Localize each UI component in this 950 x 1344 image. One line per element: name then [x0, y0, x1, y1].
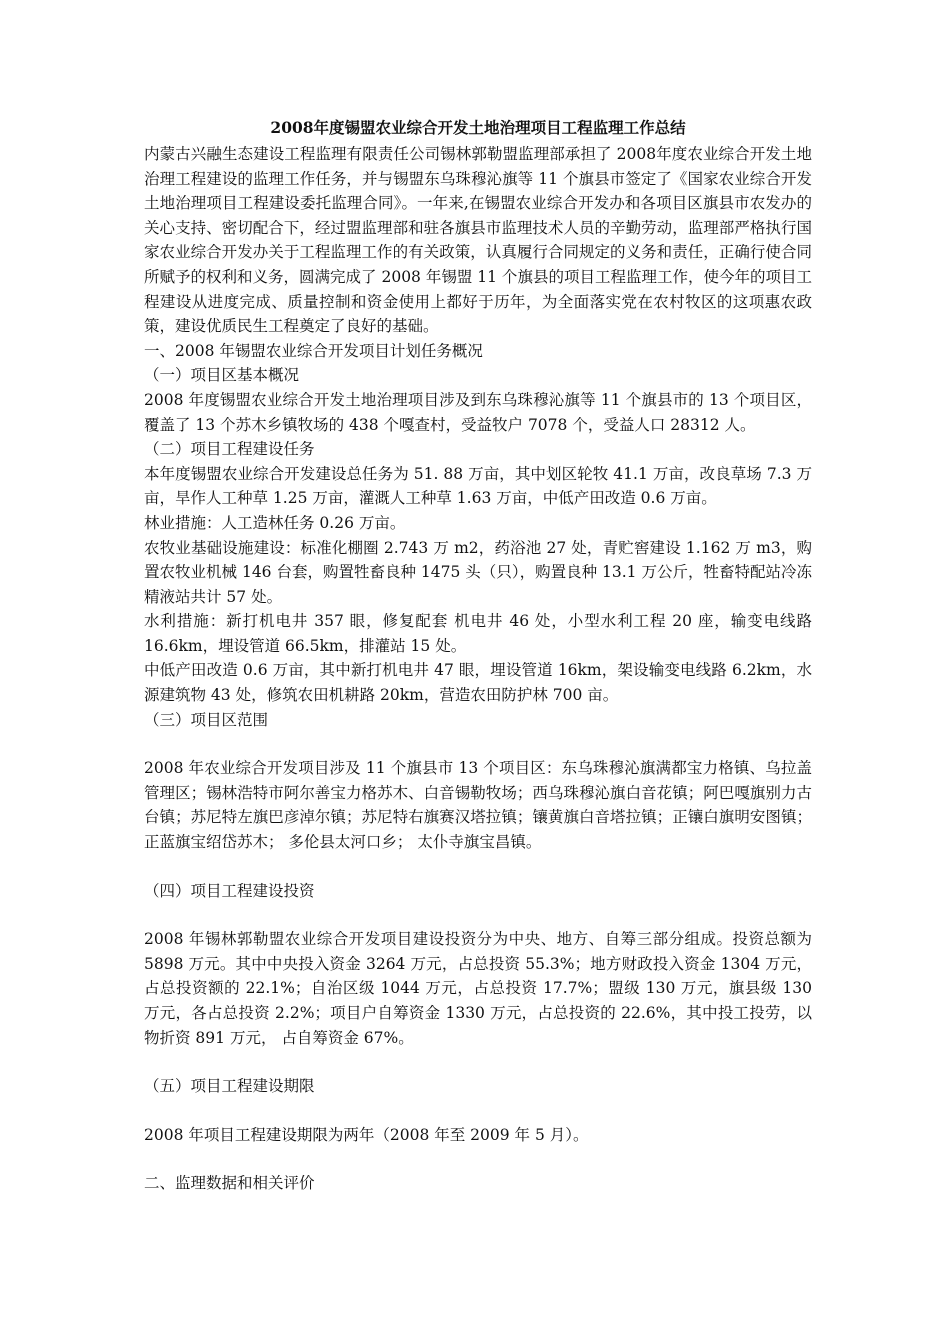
- section-1-heading: 一、2008 年锡盟农业综合开发项目计划任务概况: [144, 341, 483, 360]
- blank-line: [144, 1147, 812, 1171]
- blank-line: [144, 1050, 812, 1074]
- subsection-3-paragraph: 2008 年农业综合开发项目涉及 11 个旗县市 13 个项目区：东乌珠穆沁旗满都宝力格镇、乌拉盖管理区；锡林浩特市阿尔善宝力格苏木、白音锡勒牧场；西乌珠穆沁旗白音花镇；阿巴嘎旗别力古台镇；苏尼特左旗巴彦淖尔镇；苏尼特右旗赛汉塔拉镇；镶黄旗白音塔拉镇；正镶白旗明安图镇； 正蓝旗宝绍岱苏木； 多伦县太河口乡； 太仆寺旗宝昌镇。: [144, 759, 812, 852]
- subsection-2-paragraph-1: 本年度锡盟农业综合开发建设总任务为 51. 88 万亩，其中划区轮牧 41.1 万亩，改良草场 7.3 万亩，旱作人工种草 1.25 万亩，灌溉人工种草 1.63 万亩，中低产田改造 0.6 万亩。: [144, 464, 812, 508]
- subsection-2-heading: （二）项目工程建设任务: [144, 440, 315, 459]
- section-2-heading: 二、监理数据和相关评价: [144, 1174, 315, 1193]
- subsection-2-paragraph-3: 农牧业基础设施建设：标准化棚圈 2.743 万 m2，药浴池 27 处，青贮窖建设 1.162 万 m3，购置农牧业机械 146 台套，购置牲畜良种 1475 头（只），购置良种 13.1 万公斤，牲畜特配站冷冻精液站共计 57 处。: [144, 538, 812, 606]
- blank-line: [144, 732, 812, 756]
- subsection-1-paragraph: 2008 年度锡盟农业综合开发土地治理项目涉及到东乌珠穆沁旗等 11 个旗县市的 13 个项目区，覆盖了 13 个苏木乡镇牧场的 438 个嘎查村，受益牧户 7078 个，受益人口 28312 人。: [144, 390, 812, 434]
- document-title: 2008年度锡盟农业综合开发土地治理项目工程监理工作总结: [270, 118, 686, 137]
- subsection-4-heading: （四）项目工程建设投资: [144, 881, 315, 900]
- subsection-5-paragraph: 2008 年项目工程建设期限为两年（2008 年至 2009 年 5 月）。: [144, 1125, 589, 1144]
- blank-line: [144, 903, 812, 927]
- subsection-1-heading: （一）项目区基本概况: [144, 366, 300, 385]
- subsection-5-heading: （五）项目工程建设期限: [144, 1077, 315, 1096]
- document-page: [144, 116, 812, 1196]
- subsection-2-paragraph-2: 林业措施：人工造林任务 0.26 万亩。: [144, 513, 406, 532]
- blank-line: [144, 855, 812, 879]
- subsection-2-paragraph-5: 中低产田改造 0.6 万亩，其中新打机电井 47 眼，埋设管道 16km，架设输变电线路 6.2km，水源建筑物 43 处，修筑农田机耕路 20km，营造农田防护林 700 亩。: [144, 661, 812, 705]
- subsection-2-paragraph-4: 水利措施：新打机电井 357 眼，修复配套 机电井 46 处，小型水利工程 20 座，输变电线路 16.6km，埋设管道 66.5km，排灌站 15 处。: [144, 612, 812, 655]
- subsection-3-heading: （三）项目区范围: [144, 710, 269, 729]
- intro-paragraph: 内蒙古兴融生态建设工程监理有限责任公司锡林郭勒盟监理部承担了 2008年度农业综合开发土地治理工程建设的监理工作任务，并与锡盟东乌珠穆沁旗等 11 个旗县市签定了《国家农业综合开发土地治理项目工程建设委托监理合同》。一年来,在锡盟农业综合开发办和各项目区旗县市农发办的关心支持、密切配合下，经过盟监理部和驻各旗县市监理技术人员的辛勤劳动，监理部严格执行国家农业综合开发办关于工程监理工作的有关政策，认真履行合同规定的义务和责任，正确行使合同所赋予的权利和义务，圆满完成了 2008 年锡盟 11 个旗县的项目工程监理工作，使今年的项目工程建设从进度完成、质量控制和资金使用上都好于历年，为全面落实党在农村牧区的这项惠农政策，建设优质民生工程奠定了良好的基础。: [144, 145, 812, 336]
- blank-line: [144, 1099, 812, 1123]
- subsection-4-paragraph: 2008 年锡林郭勒盟农业综合开发项目建设投资分为中央、地方、自筹三部分组成。投资总额为 5898 万元。其中中央投入资金 3264 万元，占总投资 55.3%；地方财政投入资金 1304 万元，占总投资额的 22.1%；自治区级 1044 万元，占总投资 17.7%；盟级 130 万元，旗县级 130 万元，各占总投资 2.2%；项目户自筹资金 1330 万元，占总投资的 22.6%，其中投工投劳，以物折资 891 万元， 占自筹资金 67%。: [144, 930, 812, 1047]
